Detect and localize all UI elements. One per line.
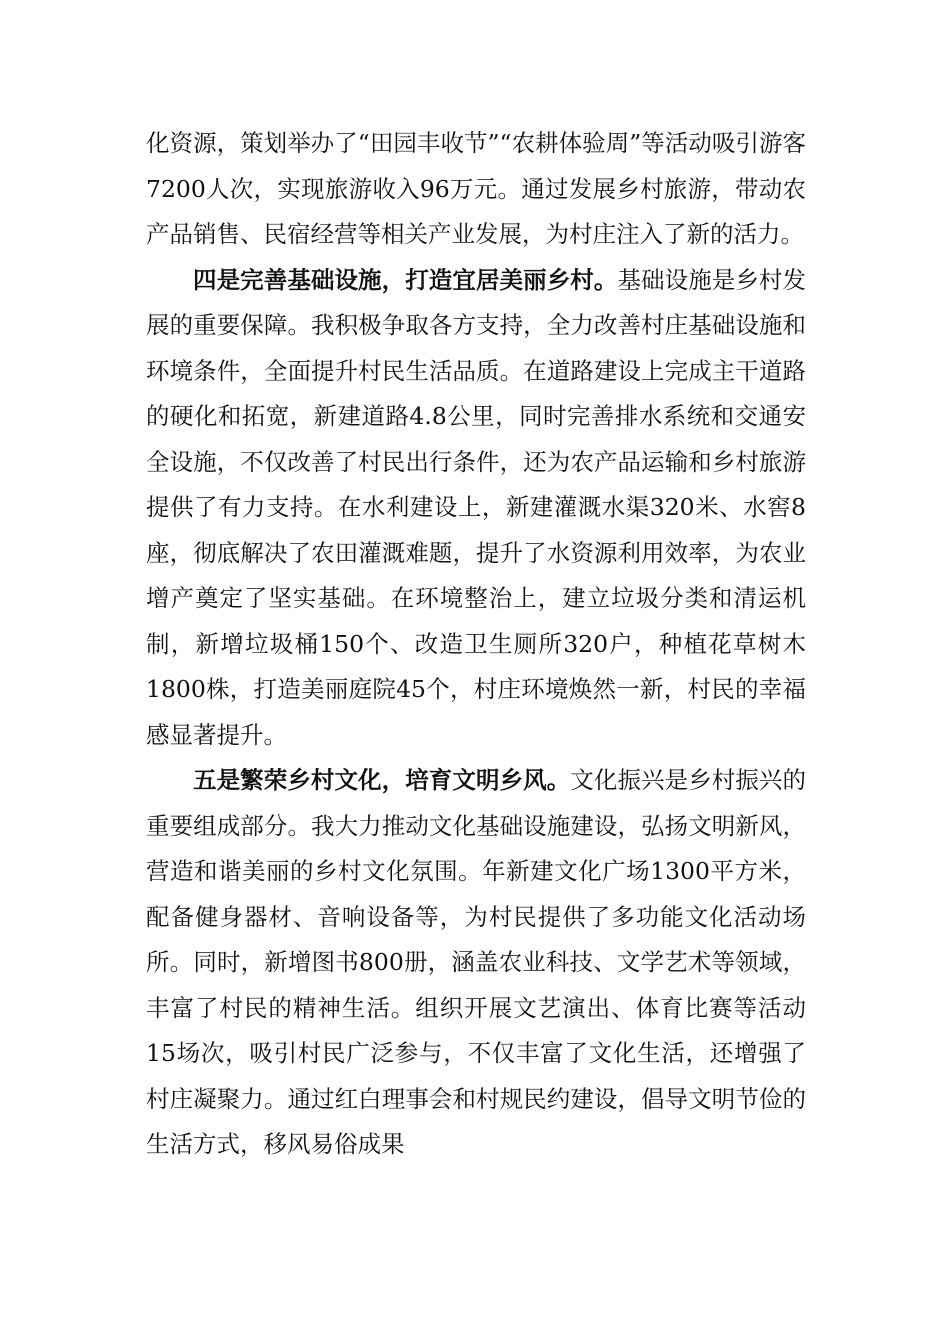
paragraph-tourism-continuation [146,121,806,258]
paragraph-text: 文化振兴是乡村振兴的重要组成部分。我大力推动文化基础设施建设，弘扬文明新风，营造和谐美丽的乡村文化氛围。年新建文化广场1300平方米，配备健身器材、音响设备等，为村民提供了多功能文化活动场所。同时，新增图书800册，涵盖农业科技、文学艺术等领域，丰富了村民的精神生活。组织开展文艺演出、体育比赛等活动15场次，吸引村民广泛参与，不仅丰富了文化生活，还增强了村庄凝聚力。通过红白理事会和村规民约建设，倡导文明节俭的生活方式，移风易俗成果 [146,766,807,1158]
paragraph-text: 基础设施是乡村发展的重要保障。我积极争取各方支持，全力改善村庄基础设施和环境条件，全面提升村民生活品质。在道路建设上完成主干道路的硬化和拓宽，新建道路4.8公里，同时完善排水系统和交通安全设施，不仅改善了村民出行条件，还为农产品运输和乡村旅游提供了有力支持。在水利建设上，新建灌溉水渠320米、水窖8座，彻底解决了农田灌溉难题，提升了水资源利用效率，为农业增产奠定了坚实基础。在环境整治上，建立垃圾分类和清运机制，新增垃圾桶150个、改造卫生厕所320户，种植花草树木1800株，打造美丽庭院45个，村庄环境焕然一新，村民的幸福感显著提升。 [146,265,807,749]
paragraph-culture [146,758,806,1168]
paragraph-heading: 五是繁荣乡村文化，培育文明乡风。 [193,766,571,794]
body-text [146,121,806,1168]
paragraph-infrastructure [146,258,806,759]
paragraph-text: 化资源，策划举办了“田园丰收节”“农耕体验周”等活动吸引游客7200人次，实现旅游收入96万元。通过发展乡村旅游，带动农产品销售、民宿经营等相关产业发展，为村庄注入了新的活力。 [146,129,806,248]
paragraph-heading: 四是完善基础设施，打造宜居美丽乡村。 [193,265,618,294]
